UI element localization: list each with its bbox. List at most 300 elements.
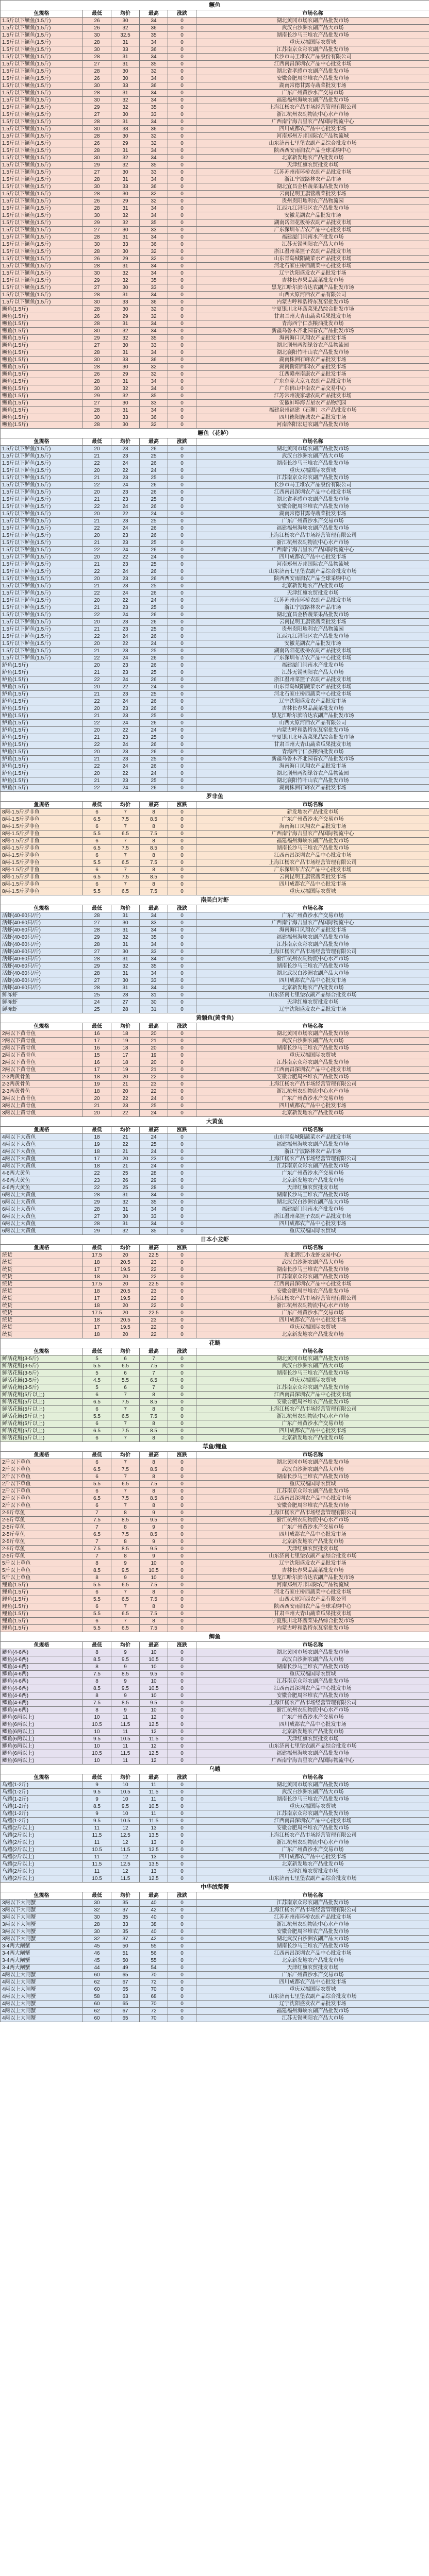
market-name-cell: 浙江杭州农副物流中心水产市场 (196, 956, 429, 963)
market-name-cell: 浙江宁波路林农产品市场 (196, 1148, 429, 1156)
table-row (1, 1406, 429, 1413)
spec-cell: 1.5斤以下鳜鱼(1.5斤) (1, 198, 83, 205)
table-row (1, 198, 429, 205)
min-price-cell: 28 (83, 39, 111, 46)
table-row (1, 1750, 429, 1757)
min-price-cell: 20 (83, 727, 111, 734)
change-cell: 0 (168, 684, 196, 691)
market-name-cell: 重庆双福国际农贸城 (196, 1481, 429, 1488)
change-cell: 0 (168, 292, 196, 299)
max-price-cell: 13 (140, 1825, 168, 1832)
max-price-cell: 12.5 (140, 1721, 168, 1728)
table-row (1, 147, 429, 155)
min-price-cell: 6.5 (83, 1428, 111, 1435)
min-price-cell: 10 (83, 1757, 111, 1765)
min-price-cell: 26 (83, 18, 111, 25)
table-row (1, 400, 429, 407)
change-cell: 0 (168, 234, 196, 241)
column-header: 最低 (83, 1023, 111, 1030)
avg-price-cell: 9.5 (111, 1685, 140, 1692)
max-price-cell: 33 (140, 400, 168, 407)
max-price-cell: 32 (140, 371, 168, 378)
section-title: 鳜鱼（花鲈） (1, 429, 429, 438)
avg-price-cell: 7 (111, 1618, 140, 1625)
max-price-cell: 24 (140, 467, 168, 474)
spec-cell: 2-5斤草鱼 (1, 1510, 83, 1517)
spec-cell: 6两以上大黄鱼 (1, 1213, 83, 1221)
spec-cell: 统货 (1, 1252, 83, 1259)
market-name-cell: 湖北省孝感市农副产品批发市场 (196, 68, 429, 75)
avg-price-cell: 23 (111, 691, 140, 698)
avg-price-cell: 6 (111, 1384, 140, 1392)
max-price-cell: 34 (140, 970, 168, 977)
spec-cell: 2-5斤草鱼 (1, 1538, 83, 1546)
spec-cell: 统货 (1, 1281, 83, 1288)
max-price-cell: 35 (140, 277, 168, 284)
avg-price-cell: 18 (111, 1030, 140, 1038)
avg-price-cell: 32 (111, 270, 140, 277)
column-header: 市场名称 (196, 1245, 429, 1252)
min-price-cell: 27 (83, 920, 111, 927)
market-name-cell: 广西南宁海吉星农产品国际物流中心 (196, 118, 429, 126)
max-price-cell: 22.5 (140, 1310, 168, 1317)
change-cell: 0 (168, 1134, 196, 1141)
min-price-cell: 20 (83, 1110, 111, 1117)
max-price-cell: 36 (140, 183, 168, 191)
spec-cell: 1.5斤以下鳜鱼(1.5斤) (1, 205, 83, 212)
table-row (1, 655, 429, 662)
change-cell: 0 (168, 407, 196, 414)
avg-price-cell: 11.5 (111, 1846, 140, 1854)
max-price-cell: 9 (140, 1524, 168, 1531)
column-header: 涨跌 (168, 1642, 196, 1649)
avg-price-cell: 9.5 (111, 1567, 140, 1574)
market-name-cell: 福建厦门闽南水产批发市场 (196, 662, 429, 669)
column-header: 最高 (140, 1127, 168, 1134)
change-cell: 0 (168, 1993, 196, 2001)
min-price-cell: 28 (83, 407, 111, 414)
avg-price-cell: 10 (111, 1782, 140, 1789)
max-price-cell: 36 (140, 126, 168, 133)
change-cell: 0 (168, 727, 196, 734)
change-cell: 0 (168, 1936, 196, 1943)
min-price-cell: 21 (83, 777, 111, 785)
section-title-row (1, 1765, 429, 1774)
max-price-cell: 23 (140, 1259, 168, 1266)
avg-price-cell: 24 (111, 785, 140, 792)
table-row (1, 1095, 429, 1103)
min-price-cell: 17 (83, 1066, 111, 1074)
spec-cell: 鲈鱼(1.5斤) (1, 684, 83, 691)
spec-cell: 1.5斤以下鳜鱼(1.5斤) (1, 191, 83, 198)
avg-price-cell: 7.5 (111, 1428, 140, 1435)
avg-price-cell: 20 (111, 1088, 140, 1095)
avg-price-cell: 31 (111, 54, 140, 61)
table-row (1, 888, 429, 895)
max-price-cell: 68 (140, 1993, 168, 2001)
spec-cell: 1.5斤以下鳜鱼(1.5斤) (1, 256, 83, 263)
spec-cell: 鳜鱼(1.5斤) (1, 328, 83, 335)
change-cell: 0 (168, 25, 196, 32)
market-name-cell: 福建福州海峡农副产品批发市场 (196, 525, 429, 532)
spec-cell: 8两-1.5斤罗非鱼 (1, 809, 83, 816)
market-name-cell: 浙江杭州农副物流中心水产市场 (196, 1707, 429, 1714)
max-price-cell: 8 (140, 1420, 168, 1428)
change-cell: 0 (168, 1510, 196, 1517)
table-row (1, 561, 429, 568)
avg-price-cell: 23 (111, 539, 140, 547)
table-row (1, 1928, 429, 1936)
change-cell: 0 (168, 1900, 196, 1907)
change-cell: 0 (168, 1163, 196, 1170)
avg-price-cell: 23 (111, 626, 140, 633)
market-name-cell: 江西南昌深圳农产品中心批发市场 (196, 1685, 429, 1692)
max-price-cell: 34 (140, 263, 168, 270)
avg-price-cell: 30 (111, 364, 140, 371)
section-title-row (1, 1, 429, 10)
min-price-cell: 5 (83, 1384, 111, 1392)
spec-cell: 6两以上大黄鱼 (1, 1228, 83, 1235)
avg-price-cell: 32 (111, 1228, 140, 1235)
change-cell: 0 (168, 1384, 196, 1392)
avg-price-cell: 6 (111, 1370, 140, 1377)
min-price-cell: 25 (83, 1006, 111, 1013)
table-row (1, 1618, 429, 1625)
avg-price-cell: 23 (111, 583, 140, 590)
min-price-cell: 27 (83, 284, 111, 292)
change-cell: 0 (168, 1611, 196, 1618)
max-price-cell: 34 (140, 407, 168, 414)
change-cell: 0 (168, 1355, 196, 1363)
avg-price-cell: 31 (111, 61, 140, 68)
market-name-cell: 江西南昌深圳农产品中心批发市场 (196, 852, 429, 859)
table-row (1, 1531, 429, 1538)
spec-cell: 乌鳢(2斤以上) (1, 1839, 83, 1846)
spec-cell: 鲜活花鲢(5斤以上) (1, 1392, 83, 1399)
spec-cell: 活虾(40-60只/斤) (1, 956, 83, 963)
avg-price-cell: 30 (111, 133, 140, 140)
min-price-cell: 28 (83, 985, 111, 992)
avg-price-cell: 24 (111, 720, 140, 727)
avg-price-cell: 30 (111, 169, 140, 176)
min-price-cell: 21 (83, 713, 111, 720)
change-cell: 0 (168, 270, 196, 277)
market-name-cell: 江苏南京众彩农副产品批发市场 (196, 1059, 429, 1066)
spec-cell: 鳜鱼(1.5斤) (1, 342, 83, 349)
table-row (1, 1810, 429, 1818)
market-name-cell: 云南昆明王旗营蔬菜批发市场 (196, 191, 429, 198)
min-price-cell: 7.5 (83, 1700, 111, 1707)
table-row (1, 1221, 429, 1228)
avg-price-cell: 22 (111, 1141, 140, 1148)
change-cell: 0 (168, 1281, 196, 1288)
avg-price-cell: 9 (111, 1678, 140, 1685)
change-cell: 0 (168, 1406, 196, 1413)
spec-cell: 1.5斤以下鳜鱼(1.5斤) (1, 133, 83, 140)
table-row (1, 1517, 429, 1524)
market-name-cell: 江西南昌深圳农产品中心批发市场 (196, 489, 429, 496)
avg-price-cell: 9 (111, 1560, 140, 1567)
change-cell: 0 (168, 1148, 196, 1156)
spec-cell: 1.5斤以下鲈鱼(1.5斤) (1, 568, 83, 575)
min-price-cell: 5.5 (83, 1413, 111, 1420)
avg-price-cell: 20 (111, 1281, 140, 1288)
table-row (1, 927, 429, 934)
table-row (1, 474, 429, 482)
market-name-cell: 湖南长沙马王堆农产品批发市场 (196, 1796, 429, 1803)
min-price-cell: 28 (83, 349, 111, 357)
change-cell: 0 (168, 1170, 196, 1177)
avg-price-cell: 31 (111, 39, 140, 46)
market-name-cell: 天津红旗农贸批发市场 (196, 590, 429, 597)
market-name-cell: 福建福州海峡农副产品批发市场 (196, 838, 429, 845)
min-price-cell: 6 (83, 1435, 111, 1442)
max-price-cell: 42 (140, 1936, 168, 1943)
section-title-row (1, 1013, 429, 1023)
change-cell: 0 (168, 1596, 196, 1603)
max-price-cell: 22 (140, 1266, 168, 1274)
max-price-cell: 32 (140, 140, 168, 147)
max-price-cell: 8.5 (140, 1399, 168, 1406)
change-cell: 0 (168, 82, 196, 90)
avg-price-cell: 29 (111, 256, 140, 263)
market-name-cell: 浙江杭州农副物流中心水产市场 (196, 539, 429, 547)
max-price-cell: 26 (140, 612, 168, 619)
market-name-cell: 山东济南七里堡农副产品综合批发市场 (196, 992, 429, 999)
market-name-cell: 云南昆明王旗营蔬菜批发市场 (196, 874, 429, 881)
table-row (1, 489, 429, 496)
avg-price-cell: 30 (111, 191, 140, 198)
min-price-cell: 46 (83, 1950, 111, 1957)
avg-price-cell: 23 (111, 669, 140, 676)
column-header: 涨跌 (168, 1452, 196, 1459)
market-name-cell: 安徽合肥周谷堆农产品批发市场 (196, 1074, 429, 1081)
table-row (1, 133, 429, 140)
market-name-cell: 安徽合肥周谷堆农产品批发市场 (196, 1288, 429, 1295)
min-price-cell: 30 (83, 1900, 111, 1907)
change-cell: 0 (168, 956, 196, 963)
change-cell: 0 (168, 511, 196, 518)
max-price-cell: 34 (140, 90, 168, 97)
avg-price-cell: 7.5 (111, 1399, 140, 1406)
change-cell: 0 (168, 1846, 196, 1854)
market-name-cell: 甘肃兰州大青山蔬菜瓜果批发市场 (196, 313, 429, 320)
table-row (1, 1495, 429, 1502)
column-header: 涨跌 (168, 802, 196, 809)
spec-cell: 8两-1.5斤罗非鱼 (1, 888, 83, 895)
spec-cell: 鲈鱼(1.5斤) (1, 705, 83, 713)
market-name-cell: 浙江温州菜篮子农副产品批发市场 (196, 1213, 429, 1221)
change-cell: 0 (168, 920, 196, 927)
max-price-cell: 24 (140, 684, 168, 691)
market-name-cell: 广东广州黄沙水产交易市场 (196, 1170, 429, 1177)
spec-cell: 8两-1.5斤罗非鱼 (1, 874, 83, 881)
spec-cell: 鲈鱼(1.5斤) (1, 662, 83, 669)
market-name-cell: 湖南长沙马王堆农产品批发市场 (196, 1266, 429, 1274)
spec-cell: 鳜鱼(1.5斤) (1, 414, 83, 421)
market-name-cell: 福建福州海峡农副产品批发市场 (196, 2008, 429, 2015)
market-name-cell: 湖北武汉白沙洲农副产品大市场 (196, 970, 429, 977)
table-row (1, 212, 429, 219)
table-row (1, 191, 429, 198)
max-price-cell: 8.5 (140, 1495, 168, 1502)
section-title: 中华绒螯蟹 (1, 1883, 429, 1892)
spec-cell: 1.5斤以下鳜鱼(1.5斤) (1, 111, 83, 118)
market-name-cell: 四川成都农产品中心批发市场 (196, 1103, 429, 1110)
table-row (1, 612, 429, 619)
table-row (1, 734, 429, 741)
market-name-cell: 云南昆明王旗营蔬菜批发市场 (196, 619, 429, 626)
spec-cell: 1.5斤以下鲈鱼(1.5斤) (1, 648, 83, 655)
min-price-cell: 17.5 (83, 1281, 111, 1288)
avg-price-cell: 22 (111, 511, 140, 518)
column-header: 最低 (83, 905, 111, 912)
market-name-cell: 长沙市马王堆农产品股份有限公司 (196, 482, 429, 489)
avg-price-cell: 9 (111, 1664, 140, 1671)
avg-price-cell: 30 (111, 68, 140, 75)
change-cell: 0 (168, 1317, 196, 1324)
spec-cell: 1.5斤以下鳜鱼(1.5斤) (1, 162, 83, 169)
min-price-cell: 6 (83, 1589, 111, 1596)
avg-price-cell: 7.5 (111, 1495, 140, 1502)
avg-price-cell: 23 (111, 756, 140, 763)
spec-cell: 3两以下大闸蟹 (1, 1928, 83, 1936)
avg-price-cell: 20 (111, 1302, 140, 1310)
max-price-cell: 20 (140, 1030, 168, 1038)
spec-cell: 2斤以下草鱼 (1, 1502, 83, 1510)
table-row (1, 1199, 429, 1206)
market-name-cell: 山东济南七里堡农副产品综合批发市场 (196, 1875, 429, 1883)
max-price-cell: 7.5 (140, 1413, 168, 1420)
min-price-cell: 28 (83, 234, 111, 241)
change-cell: 0 (168, 1466, 196, 1473)
min-price-cell: 21 (83, 669, 111, 676)
max-price-cell: 10 (140, 1664, 168, 1671)
max-price-cell: 9 (140, 1510, 168, 1517)
market-name-cell: 北京新发地农产品批发市场 (196, 1331, 429, 1338)
max-price-cell: 33 (140, 920, 168, 927)
avg-price-cell: 9.5 (111, 1656, 140, 1664)
spec-cell: 活虾(40-60只/斤) (1, 920, 83, 927)
market-name-cell: 安徽合肥周谷堆农产品批发市场 (196, 503, 429, 511)
max-price-cell: 10.5 (140, 1685, 168, 1692)
max-price-cell: 8 (140, 1603, 168, 1611)
spec-cell: 鲜活花鲢(3-5斤) (1, 1363, 83, 1370)
market-name-cell: 武汉白沙洲农副产品大市场 (196, 1038, 429, 1045)
spec-cell: 鲤鱼(1.5斤) (1, 1589, 83, 1596)
change-cell: 0 (168, 263, 196, 270)
max-price-cell: 26 (140, 525, 168, 532)
min-price-cell: 21 (83, 691, 111, 698)
market-name-cell: 宁夏银川北环蔬菜果品综合批发市场 (196, 734, 429, 741)
avg-price-cell: 12.5 (111, 1832, 140, 1839)
spec-cell: 6两以上大黄鱼 (1, 1206, 83, 1213)
avg-price-cell: 22 (111, 467, 140, 474)
table-row (1, 1649, 429, 1656)
change-cell: 0 (168, 1678, 196, 1685)
max-price-cell: 24 (140, 770, 168, 777)
table-row (1, 852, 429, 859)
min-price-cell: 28 (83, 1206, 111, 1213)
min-price-cell: 27 (83, 169, 111, 176)
spec-cell: 鲜活花鲢(5斤以上) (1, 1435, 83, 1442)
avg-price-cell: 9 (111, 1692, 140, 1700)
table-row (1, 313, 429, 320)
table-row (1, 1156, 429, 1163)
spec-cell: 1.5斤以下鲈鱼(1.5斤) (1, 496, 83, 503)
avg-price-cell: 33 (111, 1921, 140, 1928)
min-price-cell: 28 (83, 248, 111, 256)
min-price-cell: 28 (83, 927, 111, 934)
min-price-cell: 28 (83, 364, 111, 371)
table-row (1, 118, 429, 126)
table-row (1, 1861, 429, 1868)
change-cell: 0 (168, 205, 196, 212)
table-row (1, 1907, 429, 1914)
table-row (1, 809, 429, 816)
table-row (1, 741, 429, 749)
min-price-cell: 62 (83, 1979, 111, 1986)
table-row (1, 1846, 429, 1854)
change-cell: 0 (168, 162, 196, 169)
avg-price-cell: 6.5 (111, 1363, 140, 1370)
change-cell: 0 (168, 299, 196, 306)
table-row (1, 1685, 429, 1692)
table-row (1, 568, 429, 575)
table-row (1, 357, 429, 364)
table-row (1, 335, 429, 342)
change-cell: 0 (168, 241, 196, 248)
market-name-cell: 吉林长春果品蔬菜批发市场 (196, 705, 429, 713)
avg-price-cell: 30 (111, 421, 140, 429)
min-price-cell: 28 (83, 90, 111, 97)
min-price-cell: 7.5 (83, 1546, 111, 1553)
market-name-cell: 新发地农产品批发市场 (196, 809, 429, 816)
max-price-cell: 10 (140, 1692, 168, 1700)
spec-cell: 鲫鱼(4-6两) (1, 1685, 83, 1692)
min-price-cell: 20 (83, 511, 111, 518)
avg-price-cell: 20 (111, 1310, 140, 1317)
spec-cell: 3两以上黄骨鱼 (1, 1110, 83, 1117)
min-price-cell: 7 (83, 1553, 111, 1560)
max-price-cell: 7 (140, 1370, 168, 1377)
table-row (1, 777, 429, 785)
min-price-cell: 30 (83, 385, 111, 393)
spec-cell: 1.5斤以下鳜鱼(1.5斤) (1, 140, 83, 147)
change-cell: 0 (168, 1743, 196, 1750)
change-cell: 0 (168, 1038, 196, 1045)
max-price-cell: 19 (140, 1052, 168, 1059)
change-cell: 0 (168, 169, 196, 176)
spec-cell: 乌鳢(2斤以上) (1, 1846, 83, 1854)
avg-price-cell: 12 (111, 1839, 140, 1846)
table-row (1, 1435, 429, 1442)
change-cell: 0 (168, 867, 196, 874)
table-row (1, 32, 429, 39)
table-row (1, 1052, 429, 1059)
change-cell: 0 (168, 852, 196, 859)
column-header: 鱼规格 (1, 438, 83, 446)
avg-price-cell: 23 (111, 604, 140, 612)
market-name-cell: 江苏苏州南环桥农副产品批发市场 (196, 1914, 429, 1921)
spec-cell: 鲫鱼(4-6两) (1, 1700, 83, 1707)
table-row (1, 414, 429, 421)
spec-cell: 活虾(40-60只/斤) (1, 963, 83, 970)
avg-price-cell: 23 (111, 713, 140, 720)
market-name-cell: 重庆双福国际农贸城 (196, 1324, 429, 1331)
table-row (1, 1170, 429, 1177)
max-price-cell: 34 (140, 39, 168, 46)
